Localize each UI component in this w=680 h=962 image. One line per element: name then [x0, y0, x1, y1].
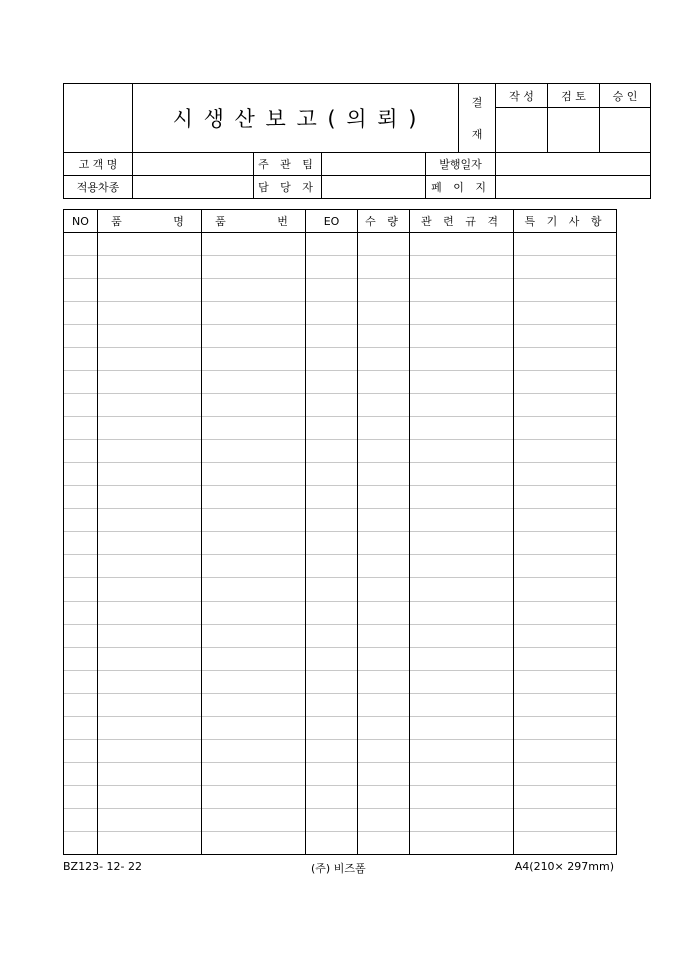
- customer-label: 고 객 명: [64, 153, 133, 176]
- table-cell[interactable]: [98, 463, 202, 486]
- table-cell[interactable]: [514, 601, 617, 624]
- vehicle-value[interactable]: [133, 176, 254, 199]
- table-cell[interactable]: [64, 394, 98, 417]
- table-row: [64, 716, 617, 739]
- table-row: [64, 532, 617, 555]
- table-cell[interactable]: [410, 440, 514, 463]
- table-cell[interactable]: [514, 578, 617, 601]
- footer-company: (주) 비즈폼: [311, 862, 366, 875]
- table-cell[interactable]: [64, 417, 98, 440]
- table-cell[interactable]: [202, 440, 306, 463]
- table-cell[interactable]: [202, 716, 306, 739]
- approval-sign-review[interactable]: [548, 108, 600, 153]
- table-cell[interactable]: [64, 716, 98, 739]
- table-cell[interactable]: [306, 785, 358, 808]
- table-cell[interactable]: [410, 716, 514, 739]
- table-cell[interactable]: [410, 509, 514, 532]
- table-cell[interactable]: [306, 279, 358, 302]
- table-cell[interactable]: [98, 509, 202, 532]
- table-cell[interactable]: [306, 325, 358, 348]
- table-cell[interactable]: [98, 716, 202, 739]
- table-cell[interactable]: [410, 532, 514, 555]
- table-cell[interactable]: [410, 785, 514, 808]
- table-cell[interactable]: [410, 486, 514, 509]
- table-cell[interactable]: [514, 417, 617, 440]
- col-header-spec: 관 련 규 격: [410, 210, 514, 233]
- table-cell[interactable]: [64, 624, 98, 647]
- table-cell[interactable]: [64, 555, 98, 578]
- table-cell[interactable]: [202, 371, 306, 394]
- table-cell[interactable]: [98, 486, 202, 509]
- table-cell[interactable]: [202, 578, 306, 601]
- table-cell[interactable]: [98, 394, 202, 417]
- table-row: [64, 417, 617, 440]
- table-cell[interactable]: [306, 233, 358, 256]
- table-cell[interactable]: [202, 739, 306, 762]
- table-row: [64, 601, 617, 624]
- table-cell[interactable]: [306, 256, 358, 279]
- table-cell[interactable]: [306, 532, 358, 555]
- table-cell[interactable]: [410, 233, 514, 256]
- table-row: [64, 831, 617, 854]
- table-cell[interactable]: [514, 440, 617, 463]
- table-cell[interactable]: [64, 831, 98, 854]
- table-cell[interactable]: [98, 279, 202, 302]
- table-cell[interactable]: [358, 785, 410, 808]
- table-cell[interactable]: [306, 302, 358, 325]
- customer-value[interactable]: [133, 153, 254, 176]
- table-cell[interactable]: [514, 532, 617, 555]
- table-cell[interactable]: [202, 233, 306, 256]
- table-row: [64, 693, 617, 716]
- table-row: [64, 348, 617, 371]
- table-cell[interactable]: [306, 371, 358, 394]
- footer-paper-size: A4(210× 297mm): [514, 860, 614, 873]
- table-cell[interactable]: [98, 739, 202, 762]
- table-cell[interactable]: [410, 371, 514, 394]
- table-cell[interactable]: [410, 693, 514, 716]
- table-row: [64, 486, 617, 509]
- table-cell[interactable]: [410, 578, 514, 601]
- table-cell[interactable]: [514, 831, 617, 854]
- col-header-eo: EO: [306, 210, 358, 233]
- table-cell[interactable]: [202, 785, 306, 808]
- table-row: [64, 670, 617, 693]
- table-row: [64, 279, 617, 302]
- table-cell[interactable]: [202, 256, 306, 279]
- table-cell[interactable]: [410, 762, 514, 785]
- table-row: [64, 440, 617, 463]
- logo-cell: [64, 84, 133, 153]
- table-cell[interactable]: [202, 532, 306, 555]
- table-cell[interactable]: [64, 601, 98, 624]
- table-cell[interactable]: [306, 601, 358, 624]
- table-row: [64, 325, 617, 348]
- table-cell[interactable]: [306, 716, 358, 739]
- table-cell[interactable]: [98, 371, 202, 394]
- table-cell[interactable]: [64, 256, 98, 279]
- table-cell[interactable]: [202, 647, 306, 670]
- table-cell[interactable]: [98, 624, 202, 647]
- table-cell[interactable]: [98, 693, 202, 716]
- table-cell[interactable]: [202, 555, 306, 578]
- table-cell[interactable]: [410, 279, 514, 302]
- table-cell[interactable]: [306, 693, 358, 716]
- page-value[interactable]: [496, 176, 651, 199]
- table-cell[interactable]: [514, 486, 617, 509]
- table-cell[interactable]: [202, 624, 306, 647]
- table-cell[interactable]: [202, 831, 306, 854]
- table-row: [64, 509, 617, 532]
- table-cell[interactable]: [306, 555, 358, 578]
- header-table: [63, 83, 651, 199]
- table-cell[interactable]: [514, 624, 617, 647]
- table-cell[interactable]: [98, 831, 202, 854]
- table-cell[interactable]: [98, 417, 202, 440]
- table-cell[interactable]: [202, 394, 306, 417]
- approval-sign-author[interactable]: [496, 108, 548, 153]
- table-row: [64, 371, 617, 394]
- table-row: [64, 394, 617, 417]
- col-header-part-no: 품 번: [202, 210, 306, 233]
- table-cell[interactable]: [98, 647, 202, 670]
- table-cell[interactable]: [514, 371, 617, 394]
- table-cell[interactable]: [306, 394, 358, 417]
- table-cell[interactable]: [358, 302, 410, 325]
- table-cell[interactable]: [358, 371, 410, 394]
- table-cell[interactable]: [306, 762, 358, 785]
- table-cell[interactable]: [64, 486, 98, 509]
- table-cell[interactable]: [306, 670, 358, 693]
- table-cell[interactable]: [64, 279, 98, 302]
- table-row: [64, 302, 617, 325]
- table-cell[interactable]: [306, 463, 358, 486]
- table-cell[interactable]: [98, 601, 202, 624]
- table-cell[interactable]: [514, 808, 617, 831]
- table-cell[interactable]: [358, 394, 410, 417]
- table-cell[interactable]: [64, 578, 98, 601]
- table-cell[interactable]: [98, 440, 202, 463]
- table-cell[interactable]: [98, 532, 202, 555]
- table-cell[interactable]: [202, 325, 306, 348]
- table-cell[interactable]: [410, 463, 514, 486]
- col-header-qty: 수 량: [358, 210, 410, 233]
- approval-side-label-2: 재: [471, 128, 483, 141]
- table-cell[interactable]: [98, 256, 202, 279]
- table-cell[interactable]: [358, 486, 410, 509]
- table-cell[interactable]: [358, 256, 410, 279]
- table-cell[interactable]: [98, 233, 202, 256]
- approval-side-label-1: 결: [471, 96, 483, 109]
- table-cell[interactable]: [306, 624, 358, 647]
- table-cell[interactable]: [202, 302, 306, 325]
- table-cell[interactable]: [306, 417, 358, 440]
- form-title: 시 생 산 보 고 ( 의 뢰 ): [133, 84, 459, 153]
- table-cell[interactable]: [202, 486, 306, 509]
- table-cell[interactable]: [98, 808, 202, 831]
- table-cell[interactable]: [306, 647, 358, 670]
- table-cell[interactable]: [514, 785, 617, 808]
- table-row: [64, 256, 617, 279]
- table-row: [64, 739, 617, 762]
- table-cell[interactable]: [64, 670, 98, 693]
- table-cell[interactable]: [358, 624, 410, 647]
- table-cell[interactable]: [358, 463, 410, 486]
- table-cell[interactable]: [98, 670, 202, 693]
- table-cell[interactable]: [64, 693, 98, 716]
- table-cell[interactable]: [64, 440, 98, 463]
- lead-team-value[interactable]: [322, 153, 426, 176]
- table-cell[interactable]: [410, 670, 514, 693]
- table-cell[interactable]: [514, 302, 617, 325]
- table-cell[interactable]: [202, 463, 306, 486]
- issue-date-value[interactable]: [496, 153, 651, 176]
- table-cell[interactable]: [64, 808, 98, 831]
- manager-value[interactable]: [322, 176, 426, 199]
- table-row: [64, 555, 617, 578]
- table-cell[interactable]: [64, 325, 98, 348]
- table-cell[interactable]: [98, 785, 202, 808]
- table-cell[interactable]: [410, 647, 514, 670]
- table-cell[interactable]: [358, 601, 410, 624]
- table-cell[interactable]: [64, 647, 98, 670]
- table-cell[interactable]: [98, 325, 202, 348]
- table-cell[interactable]: [202, 348, 306, 371]
- table-cell[interactable]: [306, 440, 358, 463]
- table-cell[interactable]: [514, 555, 617, 578]
- table-cell[interactable]: [410, 808, 514, 831]
- table-row: [64, 233, 617, 256]
- table-cell[interactable]: [410, 394, 514, 417]
- table-cell[interactable]: [514, 739, 617, 762]
- table-row: [64, 808, 617, 831]
- table-cell[interactable]: [64, 233, 98, 256]
- table-cell[interactable]: [64, 762, 98, 785]
- table-cell[interactable]: [202, 279, 306, 302]
- table-cell[interactable]: [514, 670, 617, 693]
- table-cell[interactable]: [202, 417, 306, 440]
- table-cell[interactable]: [514, 716, 617, 739]
- table-cell[interactable]: [410, 601, 514, 624]
- table-row: [64, 762, 617, 785]
- table-cell[interactable]: [64, 785, 98, 808]
- table-cell[interactable]: [410, 348, 514, 371]
- table-cell[interactable]: [514, 325, 617, 348]
- table-row: [64, 785, 617, 808]
- table-cell[interactable]: [358, 716, 410, 739]
- approval-col-author: 작 성: [496, 84, 548, 108]
- col-header-remarks: 특 기 사 항: [514, 210, 617, 233]
- approval-col-approve: 승 인: [600, 84, 651, 108]
- table-cell[interactable]: [358, 831, 410, 854]
- table-cell[interactable]: [64, 302, 98, 325]
- table-cell[interactable]: [64, 509, 98, 532]
- table-cell[interactable]: [202, 670, 306, 693]
- table-cell[interactable]: [306, 831, 358, 854]
- table-cell[interactable]: [514, 256, 617, 279]
- table-cell[interactable]: [514, 762, 617, 785]
- table-cell[interactable]: [410, 302, 514, 325]
- table-cell[interactable]: [98, 555, 202, 578]
- table-cell[interactable]: [514, 509, 617, 532]
- table-row: [64, 647, 617, 670]
- table-cell[interactable]: [306, 808, 358, 831]
- manager-label: 담 당 자: [254, 176, 322, 199]
- table-cell[interactable]: [358, 532, 410, 555]
- table-cell[interactable]: [64, 532, 98, 555]
- table-cell[interactable]: [410, 256, 514, 279]
- items-body: [64, 233, 617, 855]
- issue-date-label: 발행일자: [426, 153, 496, 176]
- table-cell[interactable]: [358, 509, 410, 532]
- table-cell[interactable]: [410, 831, 514, 854]
- table-cell[interactable]: [64, 463, 98, 486]
- footer-code: BZ123- 12- 22: [63, 860, 143, 873]
- table-cell[interactable]: [358, 279, 410, 302]
- table-cell[interactable]: [514, 693, 617, 716]
- col-header-no: NO: [64, 210, 98, 233]
- table-row: [64, 578, 617, 601]
- table-cell[interactable]: [64, 739, 98, 762]
- page-label: 페 이 지: [426, 176, 496, 199]
- table-cell[interactable]: [358, 693, 410, 716]
- table-cell[interactable]: [514, 647, 617, 670]
- table-cell[interactable]: [98, 578, 202, 601]
- table-row: [64, 463, 617, 486]
- table-cell[interactable]: [64, 348, 98, 371]
- vehicle-label: 적용차종: [64, 176, 133, 199]
- table-cell[interactable]: [306, 348, 358, 371]
- col-header-name: 품 명: [98, 210, 202, 233]
- table-cell[interactable]: [202, 762, 306, 785]
- lead-team-label: 주 관 팀: [254, 153, 322, 176]
- table-cell[interactable]: [358, 808, 410, 831]
- table-cell[interactable]: [358, 555, 410, 578]
- table-cell[interactable]: [514, 279, 617, 302]
- table-cell[interactable]: [306, 486, 358, 509]
- table-cell[interactable]: [358, 762, 410, 785]
- approval-sign-approve[interactable]: [600, 108, 651, 153]
- table-cell[interactable]: [410, 555, 514, 578]
- table-cell[interactable]: [202, 601, 306, 624]
- table-cell[interactable]: [202, 509, 306, 532]
- table-cell[interactable]: [98, 302, 202, 325]
- table-cell[interactable]: [358, 417, 410, 440]
- table-cell[interactable]: [514, 348, 617, 371]
- table-cell[interactable]: [358, 578, 410, 601]
- items-table: [63, 209, 617, 855]
- table-cell[interactable]: [202, 808, 306, 831]
- table-cell[interactable]: [358, 647, 410, 670]
- table-cell[interactable]: [98, 762, 202, 785]
- table-cell[interactable]: [358, 440, 410, 463]
- table-cell[interactable]: [410, 624, 514, 647]
- table-cell[interactable]: [358, 325, 410, 348]
- table-cell[interactable]: [410, 417, 514, 440]
- table-cell[interactable]: [358, 233, 410, 256]
- table-cell[interactable]: [358, 739, 410, 762]
- table-row: [64, 624, 617, 647]
- table-cell[interactable]: [358, 348, 410, 371]
- table-cell[interactable]: [514, 463, 617, 486]
- table-cell[interactable]: [410, 739, 514, 762]
- approval-side-label: [459, 84, 496, 153]
- approval-col-review: 검 토: [548, 84, 600, 108]
- table-cell[interactable]: [98, 348, 202, 371]
- table-cell[interactable]: [514, 233, 617, 256]
- table-cell[interactable]: [306, 739, 358, 762]
- table-cell[interactable]: [64, 371, 98, 394]
- table-cell[interactable]: [202, 693, 306, 716]
- table-cell[interactable]: [306, 509, 358, 532]
- table-cell[interactable]: [306, 578, 358, 601]
- table-cell[interactable]: [410, 325, 514, 348]
- table-cell[interactable]: [358, 670, 410, 693]
- table-cell[interactable]: [514, 394, 617, 417]
